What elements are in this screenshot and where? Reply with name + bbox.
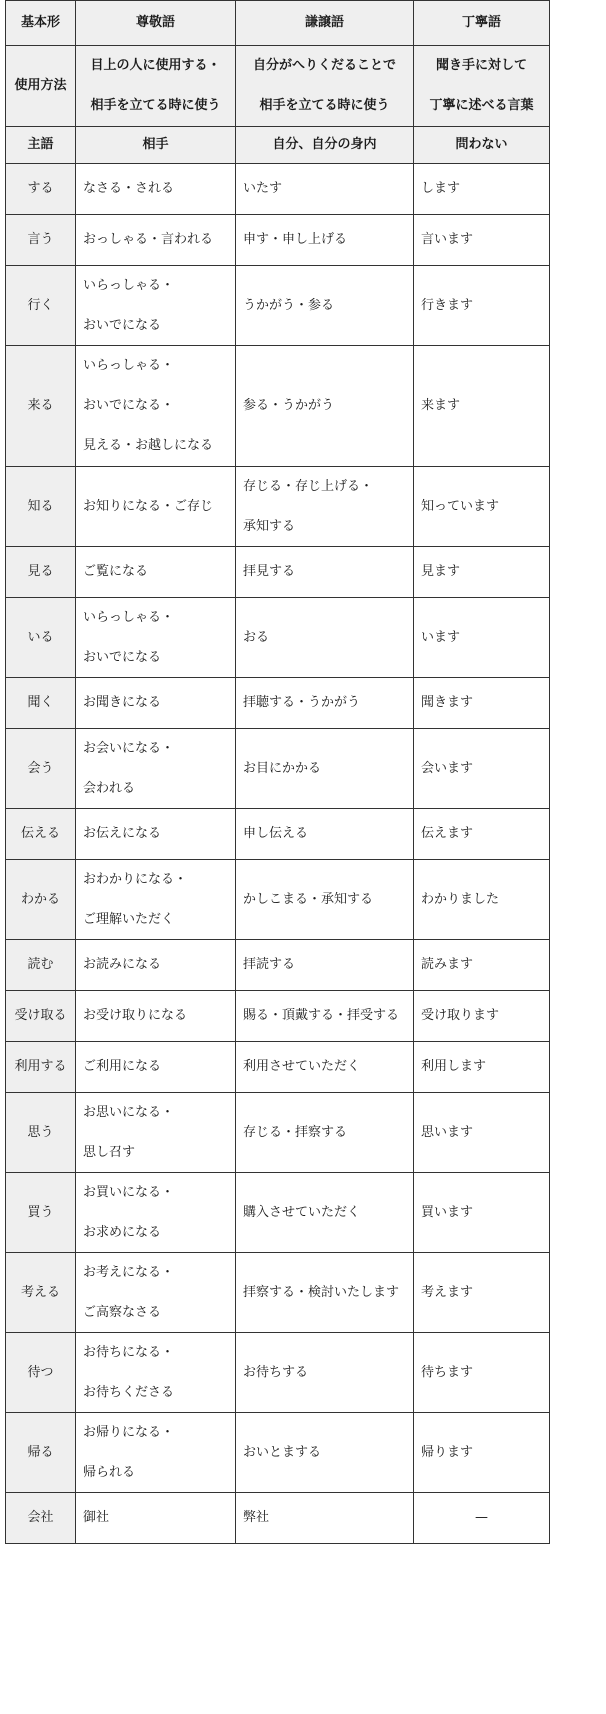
- kenjougo-line: 拝聴する・うかがう: [243, 695, 361, 710]
- teineigo-cell: 思います: [414, 1093, 550, 1173]
- sonkeigo-line: お聞きになる: [83, 695, 162, 710]
- basic-form-cell: 読む: [6, 940, 76, 991]
- basic-form-cell: 帰る: [6, 1413, 76, 1493]
- keigo-table-body: [6, 1, 550, 1544]
- usage-sonkeigo-line: 目上の人に使用する・: [90, 58, 221, 73]
- table-row: [6, 467, 550, 547]
- sonkeigo-line: お待ちになる・: [83, 1344, 175, 1360]
- basic-form-cell: 利用する: [6, 1042, 76, 1093]
- table-row: [6, 266, 550, 346]
- basic-form-cell: 受け取る: [6, 991, 76, 1042]
- teineigo-cell: 会います: [414, 729, 550, 809]
- basic-form-cell: 知る: [6, 467, 76, 547]
- table-row: [6, 860, 550, 940]
- kenjougo-line: お待ちする: [243, 1364, 309, 1380]
- table-row: [6, 1042, 550, 1093]
- usage-kenjougo: [236, 46, 414, 127]
- basic-form-cell: 買う: [6, 1173, 76, 1253]
- teineigo-cell: 聞きます: [414, 678, 550, 729]
- table-row: [6, 346, 550, 467]
- kenjougo-line: お目にかかる: [243, 760, 322, 776]
- usage-kenjougo-line: 相手を立てる時に使う: [259, 98, 390, 113]
- subject-row: [6, 127, 550, 164]
- kenjougo-cell: [236, 547, 414, 598]
- table-row: [6, 1253, 550, 1333]
- basic-form-cell: 伝える: [6, 809, 76, 860]
- basic-form-cell: 聞く: [6, 678, 76, 729]
- kenjougo-cell: [236, 940, 414, 991]
- header-kenjougo: 謙譲語: [236, 1, 414, 46]
- basic-form-cell: 言う: [6, 215, 76, 266]
- kenjougo-cell: [236, 215, 414, 266]
- header-basic-form: 基本形: [6, 1, 76, 46]
- table-row: [6, 940, 550, 991]
- usage-sonkeigo: [76, 46, 236, 127]
- header-teineigo: 丁寧語: [414, 1, 550, 46]
- sonkeigo-line: お買いになる・: [83, 1184, 175, 1200]
- basic-form-cell: わかる: [6, 860, 76, 940]
- sonkeigo-line: おっしゃる・言われる: [83, 232, 214, 247]
- kenjougo-cell: [236, 678, 414, 729]
- subject-sonkeigo: 相手: [76, 127, 236, 164]
- sonkeigo-line: なさる・される: [83, 181, 175, 196]
- teineigo-cell: 言います: [414, 215, 550, 266]
- usage-teineigo-line: 聞き手に対して: [435, 58, 527, 73]
- sonkeigo-line: 会われる: [83, 780, 136, 796]
- sonkeigo-cell: [76, 991, 236, 1042]
- sonkeigo-line: 見える・お越しになる: [83, 438, 214, 453]
- usage-kenjougo-line: 自分がへりくだることで: [252, 58, 396, 73]
- sonkeigo-line: いらっしゃる・: [83, 609, 175, 625]
- basic-form-cell: 考える: [6, 1253, 76, 1333]
- sonkeigo-line: お会いになる・: [83, 740, 175, 756]
- header-row: [6, 1, 550, 46]
- sonkeigo-line: おいでになる・: [83, 398, 175, 413]
- table-row: [6, 1493, 550, 1544]
- subject-label: 主語: [6, 127, 76, 164]
- usage-label: 使用方法: [6, 46, 76, 127]
- kenjougo-cell: [236, 991, 414, 1042]
- teineigo-cell: 待ちます: [414, 1333, 550, 1413]
- kenjougo-cell: [236, 598, 414, 678]
- sonkeigo-cell: [76, 164, 236, 215]
- kenjougo-line: 拝見する: [243, 564, 296, 579]
- sonkeigo-cell: [76, 547, 236, 598]
- sonkeigo-line: お読みになる: [83, 957, 162, 972]
- table-row: [6, 598, 550, 678]
- sonkeigo-line: お待ちくださる: [83, 1384, 175, 1400]
- table-row: [6, 1173, 550, 1253]
- sonkeigo-cell: [76, 1173, 236, 1253]
- kenjougo-line: 購入させていただく: [243, 1204, 361, 1220]
- table-row: [6, 1333, 550, 1413]
- basic-form-cell: 見る: [6, 547, 76, 598]
- sonkeigo-line: いらっしゃる・: [83, 358, 175, 373]
- sonkeigo-line: 思し召す: [83, 1144, 136, 1160]
- kenjougo-cell: [236, 346, 414, 467]
- sonkeigo-line: いらっしゃる・: [83, 277, 175, 293]
- sonkeigo-cell: [76, 467, 236, 547]
- table-row: [6, 1413, 550, 1493]
- sonkeigo-line: おいでになる: [83, 317, 162, 333]
- table-row: [6, 547, 550, 598]
- kenjougo-cell: [236, 729, 414, 809]
- teineigo-cell: 知っています: [414, 467, 550, 547]
- sonkeigo-line: お受け取りになる: [83, 1008, 188, 1023]
- basic-form-cell: 会う: [6, 729, 76, 809]
- usage-sonkeigo-line: 相手を立てる時に使う: [90, 98, 221, 113]
- table-row: [6, 991, 550, 1042]
- basic-form-cell: 行く: [6, 266, 76, 346]
- usage-row: [6, 46, 550, 127]
- sonkeigo-line: お伝えになる: [83, 826, 162, 841]
- sonkeigo-cell: [76, 678, 236, 729]
- kenjougo-cell: [236, 164, 414, 215]
- kenjougo-line: 拝察する・検討いたします: [243, 1284, 400, 1300]
- sonkeigo-cell: [76, 215, 236, 266]
- basic-form-cell: 会社: [6, 1493, 76, 1544]
- table-row: [6, 164, 550, 215]
- sonkeigo-line: 御社: [83, 1510, 110, 1525]
- teineigo-cell: 見ます: [414, 547, 550, 598]
- table-row: [6, 678, 550, 729]
- sonkeigo-cell: [76, 598, 236, 678]
- sonkeigo-cell: [76, 809, 236, 860]
- sonkeigo-cell: [76, 1333, 236, 1413]
- kenjougo-line: 弊社: [243, 1510, 270, 1525]
- teineigo-cell: 来ます: [414, 346, 550, 467]
- kenjougo-cell: [236, 1093, 414, 1173]
- kenjougo-cell: [236, 467, 414, 547]
- kenjougo-line: おる: [243, 629, 270, 645]
- sonkeigo-cell: [76, 860, 236, 940]
- teineigo-cell: 伝えます: [414, 809, 550, 860]
- sonkeigo-line: ご理解いただく: [83, 911, 175, 927]
- sonkeigo-line: おわかりになる・: [83, 871, 188, 887]
- sonkeigo-cell: [76, 1413, 236, 1493]
- kenjougo-line: 申し伝える: [243, 826, 309, 841]
- sonkeigo-cell: [76, 1042, 236, 1093]
- sonkeigo-cell: [76, 729, 236, 809]
- kenjougo-cell: [236, 1493, 414, 1544]
- kenjougo-cell: [236, 1333, 414, 1413]
- sonkeigo-cell: [76, 346, 236, 467]
- table-row: [6, 215, 550, 266]
- sonkeigo-line: ご利用になる: [83, 1059, 162, 1074]
- teineigo-cell: 受け取ります: [414, 991, 550, 1042]
- teineigo-cell: します: [414, 164, 550, 215]
- sonkeigo-cell: [76, 1253, 236, 1333]
- teineigo-cell: 読みます: [414, 940, 550, 991]
- kenjougo-line: 賜る・頂戴する・拝受する: [243, 1008, 400, 1023]
- kenjougo-line: 承知する: [243, 518, 296, 534]
- sonkeigo-line: おいでになる: [83, 649, 162, 665]
- sonkeigo-cell: [76, 266, 236, 346]
- kenjougo-cell: [236, 1173, 414, 1253]
- kenjougo-line: 拝読する: [243, 957, 296, 972]
- sonkeigo-line: ご覧になる: [83, 564, 149, 579]
- sonkeigo-line: ご高察なさる: [83, 1304, 162, 1320]
- keigo-table: [5, 0, 550, 1544]
- kenjougo-line: おいとまする: [243, 1444, 322, 1460]
- sonkeigo-cell: [76, 940, 236, 991]
- usage-teineigo-line: 丁寧に述べる言葉: [429, 98, 534, 113]
- teineigo-cell: 帰ります: [414, 1413, 550, 1493]
- kenjougo-cell: [236, 266, 414, 346]
- basic-form-cell: いる: [6, 598, 76, 678]
- kenjougo-line: 利用させていただく: [243, 1059, 361, 1074]
- sonkeigo-cell: [76, 1493, 236, 1544]
- table-row: [6, 1093, 550, 1173]
- basic-form-cell: 思う: [6, 1093, 76, 1173]
- teineigo-cell: わかりました: [414, 860, 550, 940]
- teineigo-cell: 考えます: [414, 1253, 550, 1333]
- basic-form-cell: する: [6, 164, 76, 215]
- kenjougo-cell: [236, 1253, 414, 1333]
- usage-teineigo: [414, 46, 550, 127]
- basic-form-cell: 待つ: [6, 1333, 76, 1413]
- basic-form-cell: 来る: [6, 346, 76, 467]
- teineigo-cell: 買います: [414, 1173, 550, 1253]
- kenjougo-line: 申す・申し上げる: [243, 232, 348, 247]
- teineigo-cell: —: [414, 1493, 550, 1544]
- table-row: [6, 729, 550, 809]
- kenjougo-cell: [236, 1413, 414, 1493]
- sonkeigo-line: お求めになる: [83, 1224, 162, 1240]
- teineigo-cell: 行きます: [414, 266, 550, 346]
- sonkeigo-line: お思いになる・: [83, 1104, 175, 1120]
- subject-kenjougo: 自分、自分の身内: [236, 127, 414, 164]
- sonkeigo-line: 帰られる: [83, 1464, 136, 1480]
- kenjougo-cell: [236, 860, 414, 940]
- subject-teineigo: 問わない: [414, 127, 550, 164]
- table-row: [6, 809, 550, 860]
- kenjougo-line: かしこまる・承知する: [243, 891, 374, 907]
- kenjougo-line: 存じる・存じ上げる・: [243, 478, 374, 494]
- teineigo-cell: います: [414, 598, 550, 678]
- kenjougo-line: うかがう・参る: [243, 297, 335, 313]
- kenjougo-line: 参る・うかがう: [243, 398, 335, 413]
- kenjougo-cell: [236, 809, 414, 860]
- kenjougo-line: いたす: [243, 181, 283, 196]
- sonkeigo-cell: [76, 1093, 236, 1173]
- kenjougo-cell: [236, 1042, 414, 1093]
- kenjougo-line: 存じる・拝察する: [243, 1124, 348, 1140]
- header-sonkeigo: 尊敬語: [76, 1, 236, 46]
- sonkeigo-line: お知りになる・ご存じ: [83, 498, 214, 514]
- sonkeigo-line: お帰りになる・: [83, 1424, 175, 1440]
- teineigo-cell: 利用します: [414, 1042, 550, 1093]
- sonkeigo-line: お考えになる・: [83, 1264, 175, 1280]
